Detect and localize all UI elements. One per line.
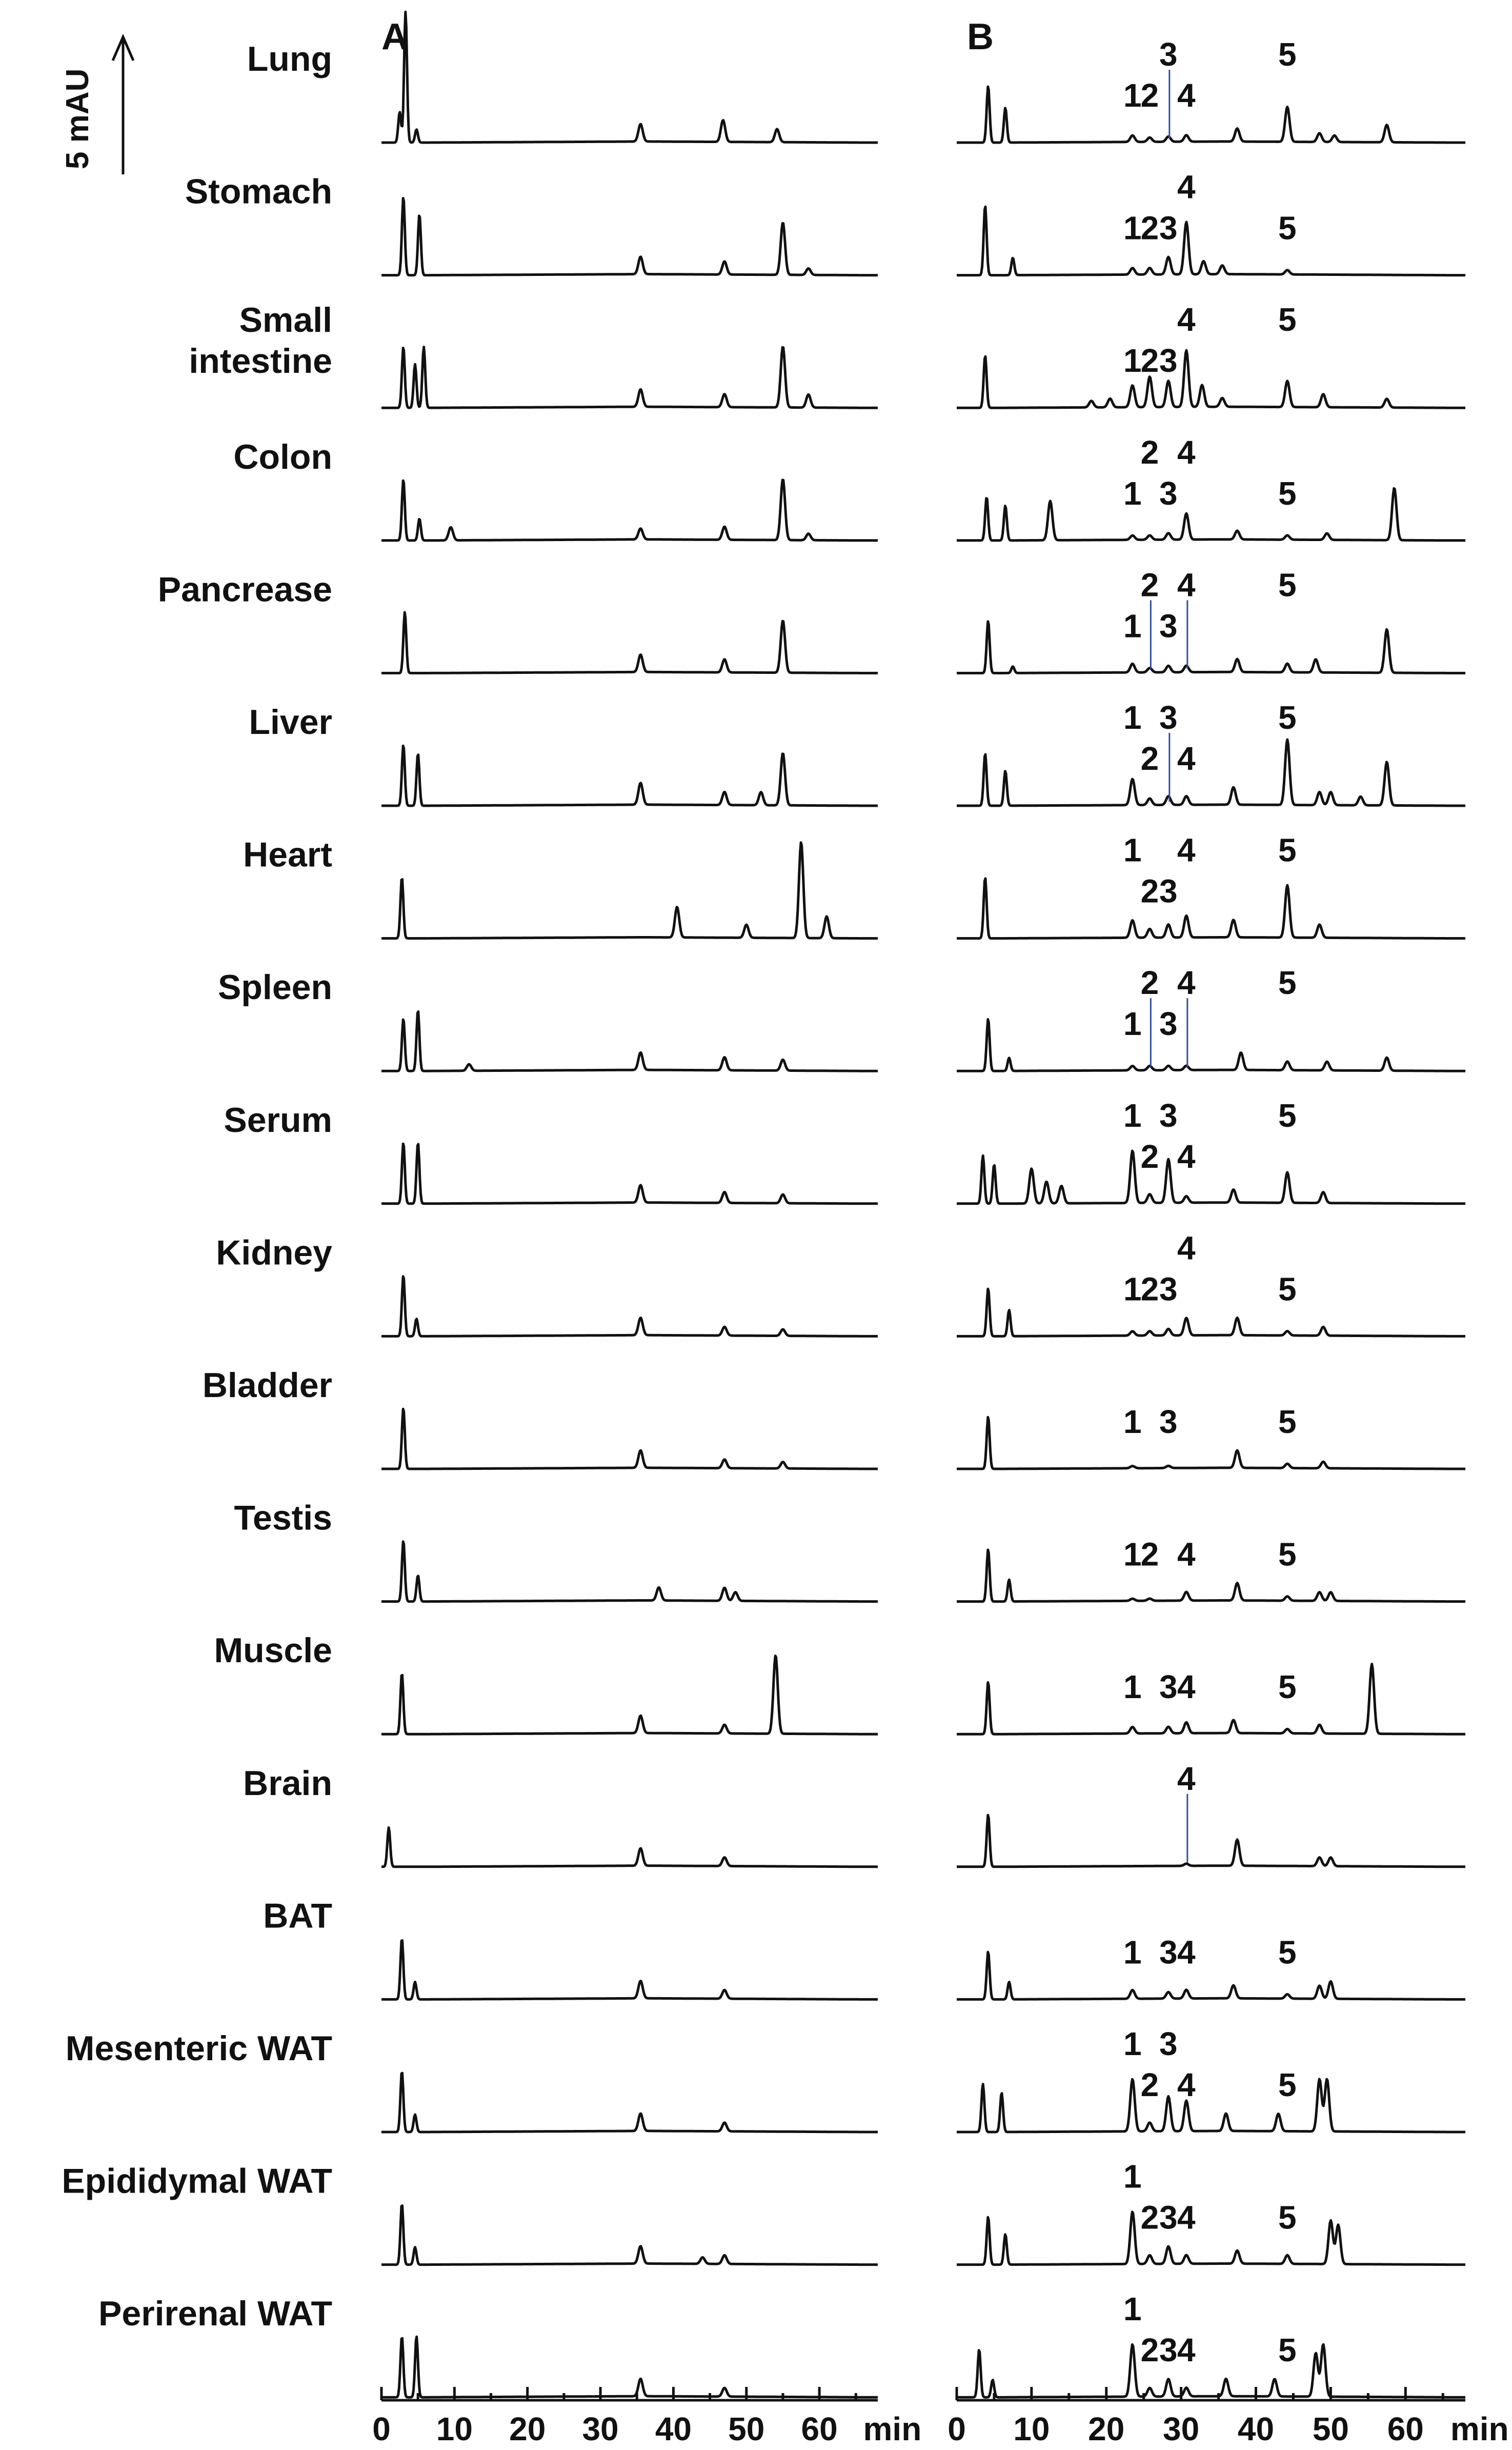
peak-label-serum-4: 4 xyxy=(1177,1138,1196,1175)
peak-label-mesenteric-wat-1: 1 xyxy=(1123,2025,1142,2062)
tick-label-a-40: 40 xyxy=(655,2411,692,2447)
trace-a-heart xyxy=(381,843,878,939)
peak-label-liver-2: 2 xyxy=(1140,740,1159,777)
peak-label-colon-3: 3 xyxy=(1159,474,1178,512)
tick-label-b-30: 30 xyxy=(1163,2411,1200,2447)
peak-label-colon-1: 1 xyxy=(1123,474,1142,512)
tick-label-a-20: 20 xyxy=(509,2411,546,2447)
trace-b-brain xyxy=(957,1815,1465,1867)
tissue-label-lung: Lung xyxy=(247,39,332,78)
peak-label-brain-4: 4 xyxy=(1177,1760,1196,1797)
tick-label-a-60: 60 xyxy=(801,2411,838,2447)
tissue-label-epididymal-wat: Epididymal WAT xyxy=(62,2161,332,2201)
peak-label-stomach-4: 4 xyxy=(1177,168,1196,206)
peak-label-liver-1: 1 xyxy=(1123,699,1142,736)
peak-label-mesenteric-wat-4: 4 xyxy=(1177,2066,1196,2103)
peak-label-liver-5: 5 xyxy=(1278,699,1297,736)
panel-label-a: A xyxy=(381,16,408,57)
peak-label-liver-4: 4 xyxy=(1177,740,1196,777)
tissue-label-mesenteric-wat: Mesenteric WAT xyxy=(65,2029,332,2068)
peak-label-spleen-4: 4 xyxy=(1177,964,1196,1002)
peak-label-bladder-1: 1 xyxy=(1123,1403,1142,1440)
peak-label-heart-2: 2 xyxy=(1140,872,1159,910)
scale-bar xyxy=(60,37,133,174)
peak-label-lung-3: 3 xyxy=(1159,36,1178,73)
peak-label-bat-3: 3 xyxy=(1159,1934,1178,1971)
peak-label-spleen-1: 1 xyxy=(1123,1005,1142,1043)
tissue-label-liver: Liver xyxy=(249,703,332,742)
scale-bar-label: 5 mAU xyxy=(60,68,95,169)
peak-label-serum-2: 2 xyxy=(1140,1138,1159,1175)
trace-a-colon xyxy=(381,480,878,541)
trace-a-perirenal-wat xyxy=(381,2337,878,2397)
trace-b-muscle xyxy=(957,1664,1465,1735)
peak-label-pancrease-3: 3 xyxy=(1159,607,1178,645)
tick-label-a-30: 30 xyxy=(582,2411,619,2447)
peak-label-mesenteric-wat-5: 5 xyxy=(1278,2066,1297,2103)
peak-label-pancrease-4: 4 xyxy=(1177,566,1196,604)
peak-label-colon-2: 2 xyxy=(1140,433,1159,471)
peak-label-lung-2: 2 xyxy=(1140,77,1159,114)
peak-label-heart-4: 4 xyxy=(1177,831,1196,869)
trace-a-bat xyxy=(381,1940,878,1999)
peak-label-heart-5: 5 xyxy=(1278,831,1297,869)
peak-label-heart-3: 3 xyxy=(1159,872,1178,910)
peak-label-bladder-3: 3 xyxy=(1159,1403,1178,1440)
trace-a-serum xyxy=(381,1144,878,1204)
trace-b-heart xyxy=(957,879,1465,939)
tissue-label-spleen: Spleen xyxy=(218,968,332,1007)
tissue-label-brain: Brain xyxy=(243,1763,332,1803)
peak-label-muscle-4: 4 xyxy=(1177,1668,1196,1706)
peak-label-stomach-5: 5 xyxy=(1278,209,1297,247)
trace-b-pancrease xyxy=(957,622,1465,673)
trace-b-lung xyxy=(957,87,1465,143)
trace-b-serum xyxy=(957,1151,1465,1204)
tick-label-b-0: 0 xyxy=(947,2411,966,2447)
peak-label-bat-1: 1 xyxy=(1123,1934,1142,1971)
tissue-label-small-intestine: Small intestine xyxy=(189,301,332,381)
peak-label-kidney-2: 2 xyxy=(1140,1270,1159,1308)
trace-b-spleen xyxy=(957,1020,1465,1071)
tissue-label-muscle: Muscle xyxy=(214,1631,332,1670)
tissue-label-testis: Testis xyxy=(234,1498,332,1538)
trace-a-mesenteric-wat xyxy=(381,2073,878,2132)
peak-label-testis-4: 4 xyxy=(1177,1536,1196,1573)
peak-label-perirenal-wat-5: 5 xyxy=(1278,2332,1297,2369)
peak-label-small-intestine-4: 4 xyxy=(1177,301,1196,338)
peak-label-small-intestine-5: 5 xyxy=(1278,301,1297,338)
tissue-label-serum: Serum xyxy=(224,1100,332,1140)
trace-a-bladder xyxy=(381,1409,878,1469)
tissue-label-perirenal-wat: Perirenal WAT xyxy=(98,2294,332,2334)
trace-a-liver xyxy=(381,746,878,806)
trace-a-epididymal-wat xyxy=(381,2206,878,2265)
peak-label-kidney-4: 4 xyxy=(1177,1229,1196,1267)
peak-label-lung-1: 1 xyxy=(1123,77,1142,114)
peak-label-testis-1: 1 xyxy=(1123,1536,1142,1573)
peak-label-perirenal-wat-3: 3 xyxy=(1159,2332,1178,2369)
trace-b-testis xyxy=(957,1550,1465,1602)
peak-label-liver-3: 3 xyxy=(1159,699,1178,736)
peak-label-serum-5: 5 xyxy=(1278,1097,1297,1134)
tick-label-a-50: 50 xyxy=(728,2411,765,2447)
peak-label-epididymal-wat-1: 1 xyxy=(1123,2158,1142,2195)
peak-label-spleen-2: 2 xyxy=(1140,964,1159,1002)
peak-label-pancrease-1: 1 xyxy=(1123,607,1142,645)
peak-label-serum-1: 1 xyxy=(1123,1097,1142,1134)
peak-label-small-intestine-2: 2 xyxy=(1140,342,1159,380)
tissue-label-pancrease: Pancrease xyxy=(157,570,332,609)
peak-label-muscle-1: 1 xyxy=(1123,1668,1142,1706)
peak-label-bat-4: 4 xyxy=(1177,1934,1196,1971)
peak-label-epididymal-wat-5: 5 xyxy=(1278,2199,1297,2236)
peak-label-pancrease-2: 2 xyxy=(1140,566,1159,604)
peak-label-lung-5: 5 xyxy=(1278,36,1297,73)
peak-label-small-intestine-1: 1 xyxy=(1123,342,1142,380)
tick-label-b-20: 20 xyxy=(1088,2411,1125,2447)
peak-label-perirenal-wat-4: 4 xyxy=(1177,2332,1196,2369)
trace-b-kidney xyxy=(957,1289,1465,1336)
peak-label-epididymal-wat-3: 3 xyxy=(1159,2199,1178,2236)
peak-label-mesenteric-wat-2: 2 xyxy=(1140,2066,1159,2103)
peak-label-testis-5: 5 xyxy=(1278,1536,1297,1573)
peak-label-kidney-1: 1 xyxy=(1123,1270,1142,1308)
trace-b-perirenal-wat xyxy=(957,2344,1465,2397)
trace-a-kidney xyxy=(381,1277,878,1337)
peak-label-spleen-3: 3 xyxy=(1159,1005,1178,1043)
peak-label-small-intestine-3: 3 xyxy=(1159,342,1178,380)
trace-b-liver xyxy=(957,740,1465,806)
x-axis-unit-b: min xyxy=(1450,2411,1509,2447)
peak-label-bladder-5: 5 xyxy=(1278,1403,1297,1440)
peak-label-epididymal-wat-4: 4 xyxy=(1177,2199,1196,2236)
x-axis-unit-a: min xyxy=(863,2411,922,2447)
tissue-label-kidney: Kidney xyxy=(216,1233,332,1272)
trace-a-spleen xyxy=(381,1011,878,1071)
peak-label-pancrease-5: 5 xyxy=(1278,566,1297,604)
peak-label-kidney-5: 5 xyxy=(1278,1270,1297,1308)
peak-label-stomach-3: 3 xyxy=(1159,209,1178,247)
trace-a-muscle xyxy=(381,1656,878,1735)
peak-label-stomach-1: 1 xyxy=(1123,209,1142,247)
trace-a-brain xyxy=(381,1828,878,1867)
tick-label-a-10: 10 xyxy=(436,2411,473,2447)
trace-a-pancrease xyxy=(381,612,878,673)
tick-label-b-50: 50 xyxy=(1312,2411,1349,2447)
peak-label-serum-3: 3 xyxy=(1159,1097,1178,1134)
peak-label-bat-5: 5 xyxy=(1278,1934,1297,1971)
peak-label-kidney-3: 3 xyxy=(1159,1270,1178,1308)
peak-label-spleen-5: 5 xyxy=(1278,964,1297,1002)
tick-label-b-10: 10 xyxy=(1013,2411,1050,2447)
peak-label-colon-4: 4 xyxy=(1177,433,1196,471)
peak-label-epididymal-wat-2: 2 xyxy=(1140,2199,1159,2236)
peak-label-colon-5: 5 xyxy=(1278,474,1297,512)
trace-a-stomach xyxy=(381,198,878,275)
trace-a-testis xyxy=(381,1542,878,1602)
trace-a-small-intestine xyxy=(381,347,878,408)
trace-b-bat xyxy=(957,1952,1465,1999)
trace-b-mesenteric-wat xyxy=(957,2079,1465,2132)
tick-label-b-60: 60 xyxy=(1387,2411,1424,2447)
tissue-label-stomach: Stomach xyxy=(185,172,332,211)
trace-b-small-intestine xyxy=(957,350,1465,408)
tick-label-b-40: 40 xyxy=(1237,2411,1275,2447)
trace-b-bladder xyxy=(957,1417,1465,1469)
peak-label-muscle-3: 3 xyxy=(1159,1668,1178,1706)
trace-a-lung xyxy=(381,12,878,143)
peak-label-perirenal-wat-2: 2 xyxy=(1140,2332,1159,2369)
tissue-label-bladder: Bladder xyxy=(202,1366,332,1405)
tick-label-a-0: 0 xyxy=(372,2411,391,2447)
trace-b-epididymal-wat xyxy=(957,2212,1465,2265)
panel-label-b: B xyxy=(967,16,994,57)
tissue-label-colon: Colon xyxy=(233,437,332,476)
trace-b-stomach xyxy=(957,207,1465,275)
peak-label-mesenteric-wat-3: 3 xyxy=(1159,2025,1178,2062)
tissue-label-bat: BAT xyxy=(263,1896,332,1936)
peak-label-heart-1: 1 xyxy=(1123,831,1142,869)
peak-label-stomach-2: 2 xyxy=(1140,209,1159,247)
peak-label-testis-2: 2 xyxy=(1140,1536,1159,1573)
peak-label-lung-4: 4 xyxy=(1177,77,1196,114)
tissue-label-heart: Heart xyxy=(243,835,332,874)
peak-label-perirenal-wat-1: 1 xyxy=(1123,2290,1142,2328)
trace-b-colon xyxy=(957,488,1465,541)
peak-label-muscle-5: 5 xyxy=(1278,1668,1297,1706)
